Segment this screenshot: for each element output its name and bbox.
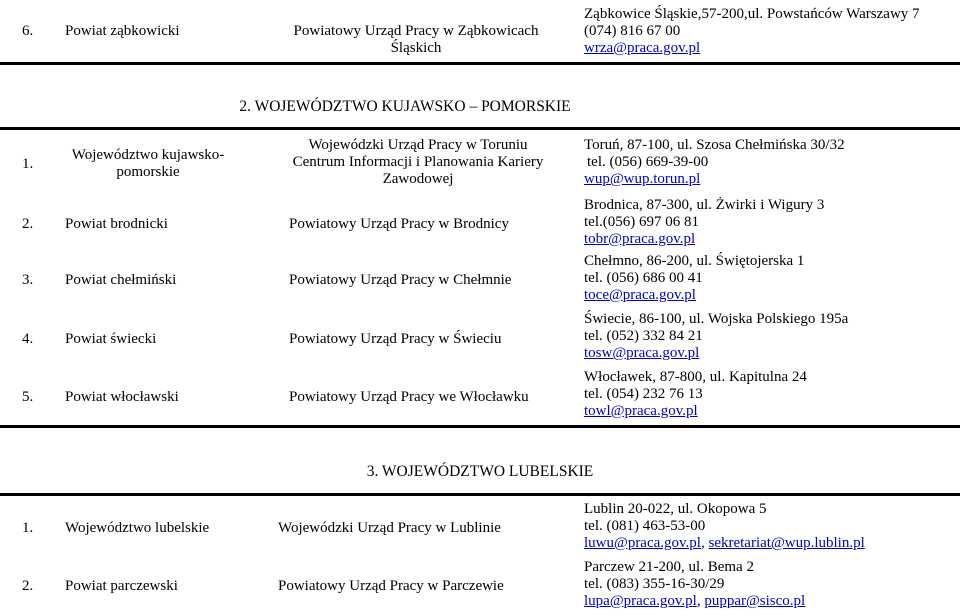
unit-name: Powiat chełmiński — [65, 272, 177, 288]
address: Ząbkowice Śląskie,57-200,ul. Powstańców Warszawy 7 — [584, 6, 920, 22]
address: Włocławek, 87-800, ul. Kapitulna 24 — [584, 369, 807, 385]
email-link[interactable]: tosw@praca.gov.pl — [584, 345, 700, 361]
row-number: 3. — [22, 272, 34, 288]
office-name: Wojewódzki Urząd Pracy w Toruniu Centrum Informacji i Planowania Kariery Zawodowej — [292, 137, 544, 187]
office-name: Wojewódzki Urząd Pracy w Lublinie — [278, 520, 501, 536]
email-link-secondary[interactable]: puppar@sisco.pl — [704, 593, 806, 609]
row-number: 2. — [22, 578, 34, 594]
email-link[interactable]: luwu@praca.gov.pl — [584, 535, 701, 551]
contact-block — [584, 197, 824, 248]
phone: tel. (081) 463-53-00 — [584, 518, 706, 534]
section-heading-2: 2. WOJEWÓDZTWO KUJAWSKO – POMORSKIE — [239, 98, 571, 115]
phone: tel. (056) 669-39-00 — [587, 154, 709, 170]
contact-block: Lublin 20-022, ul. Okopowa 5 tel. (081) 463-53-00 luwu@praca.gov.pl, sekretariat@wup.lublin.pl — [584, 501, 865, 551]
address: Lublin 20-022, ul. Okopowa 5 — [584, 501, 767, 517]
phone: tel.(056) 697 06 81 — [584, 214, 699, 230]
unit-name: Powiat świecki — [65, 331, 157, 347]
address: Świecie, 86-100, ul. Wojska Polskiego 195a — [584, 311, 849, 327]
unit-name: Powiat parczewski — [65, 578, 178, 594]
row-number: 1. — [22, 520, 34, 536]
phone: tel. (052) 332 84 21 — [584, 328, 703, 344]
divider — [0, 62, 960, 65]
office-name: Powiatowy Urząd Pracy w Świeciu — [289, 331, 502, 347]
contact-block — [584, 137, 845, 188]
divider — [0, 127, 960, 130]
phone: tel. (056) 686 00 41 — [584, 270, 703, 286]
office-name: Powiatowy Urząd Pracy we Włocławku — [289, 389, 529, 405]
contact-block — [584, 6, 920, 57]
section-heading-3: 3. WOJEWÓDZTWO LUBELSKIE — [366, 463, 594, 480]
unit-name: Powiat włocławski — [65, 389, 179, 405]
unit-name: Powiat ząbkowicki — [65, 23, 180, 39]
unit-name: Powiat brodnicki — [65, 216, 168, 232]
row-number: 4. — [22, 331, 34, 347]
phone: tel. (054) 232 76 13 — [584, 386, 703, 402]
email-link[interactable]: towl@praca.gov.pl — [584, 403, 698, 419]
email-link[interactable]: toce@praca.gov.pl — [584, 287, 696, 303]
row-number: 6. — [22, 23, 34, 39]
address: Chełmno, 86-200, ul. Świętojerska 1 — [584, 253, 805, 269]
unit-name: Województwo kujawsko- pomorskie — [71, 147, 225, 180]
row-number: 5. — [22, 389, 34, 405]
office-name: Powiatowy Urząd Pracy w Parczewie — [278, 578, 504, 594]
contact-block — [584, 369, 807, 420]
row-number: 1. — [22, 156, 34, 172]
contact-block — [584, 253, 804, 304]
office-name: Powiatowy Urząd Pracy w Ząbkowicach Śląskich — [293, 23, 539, 56]
phone: tel. (083) 355-16-30/29 — [584, 576, 725, 592]
office-name: Powiatowy Urząd Pracy w Chełmnie — [289, 272, 512, 288]
office-name: Powiatowy Urząd Pracy w Brodnicy — [289, 216, 509, 232]
divider — [0, 493, 960, 496]
contact-block — [584, 311, 848, 362]
email-link[interactable]: tobr@praca.gov.pl — [584, 231, 696, 247]
address: Toruń, 87-100, ul. Szosa Chełmińska 30/32 — [584, 137, 845, 153]
contact-block: Parczew 21-200, ul. Bema 2 tel. (083) 355-16-30/29 lupa@praca.gov.pl, puppar@sisco.pl — [584, 559, 806, 609]
divider — [0, 425, 960, 428]
address: Brodnica, 87-300, ul. Żwirki i Wigury 3 — [584, 197, 825, 213]
unit-name: Województwo lubelskie — [65, 520, 210, 536]
row-number: 2. — [22, 216, 34, 232]
email-link[interactable]: lupa@praca.gov.pl — [584, 593, 697, 609]
address: Parczew 21-200, ul. Bema 2 — [584, 559, 754, 575]
email-link[interactable]: wrza@praca.gov.pl — [584, 40, 701, 56]
email-link[interactable]: wup@wup.torun.pl — [584, 171, 701, 187]
phone: (074) 816 67 00 — [584, 23, 681, 39]
email-link-secondary[interactable]: sekretariat@wup.lublin.pl — [708, 535, 865, 551]
